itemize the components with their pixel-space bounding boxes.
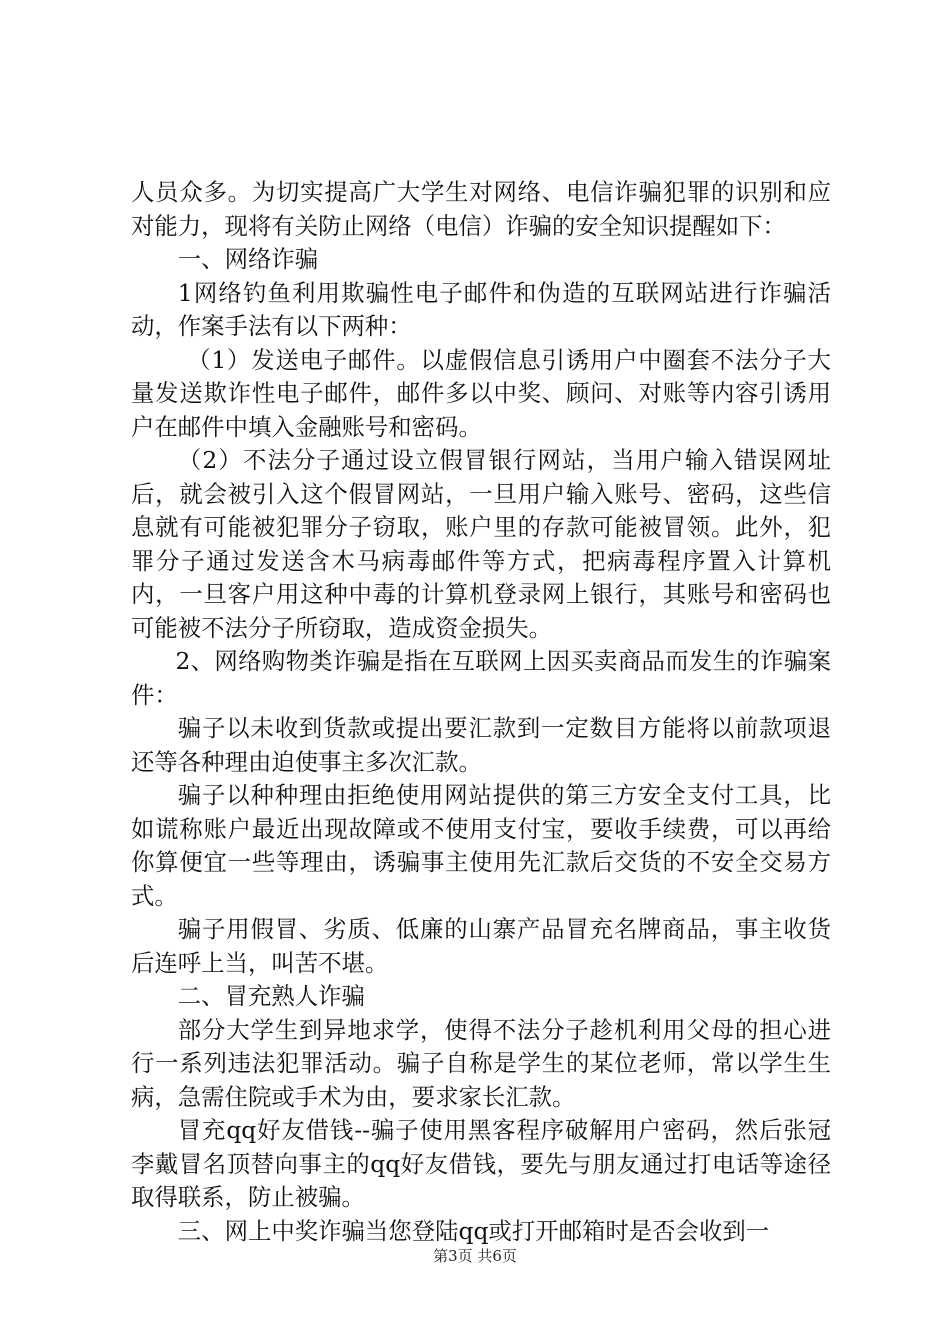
paragraph-prize-fraud: 三、网上中奖诈骗当您登陆qq或打开邮箱时是否会收到一 xyxy=(177,1216,770,1245)
heading-impersonation-fraud: 二、冒充熟人诈骗 xyxy=(177,982,365,1010)
paragraph-phishing-email: （1）发送电子邮件。以虚假信息引诱用户中圈套不法分子大量发送欺诈性电子邮件，邮件多以中奖、顾问、对账等内容引诱用户在邮件中填入金融账号和密码。 xyxy=(131,345,831,441)
paragraph-shopping-fraud: 2、网络购物类诈骗是指在互联网上因买卖商品而发生的诈骗案件： xyxy=(131,647,831,709)
heading-network-fraud: 一、网络诈骗 xyxy=(177,245,319,273)
paragraph-fake-bank-site: （2）不法分子通过设立假冒银行网站，当用户输入错误网址后，就会被引入这个假冒网站，一旦用户输入账号、密码，这些信息就有可能被犯罪分子窃取，账户里的存款可能被冒领。此外，犯罪分子通过发送含木马病毒邮件等方式，把病毒程序置入计算机内，一旦客户用这种中毒的计算机登录网上银行，其账号和密码也可能被不法分子所窃取，造成资金损失。 xyxy=(131,446,831,642)
paragraph-refuse-third-party-payment: 骗子以种种理由拒绝使用网站提供的第三方安全支付工具，比如谎称账户最近出现故障或不使用支付宝，要收手续费，可以再给你算便宜一些等理由，诱骗事主使用先汇款后交货的不安全交易方式。 xyxy=(131,781,831,910)
document-body xyxy=(131,176,831,1248)
paragraph-repeat-remittance: 骗子以未收到货款或提出要汇款到一定数目方能将以前款项退还等各种理由迫使事主多次汇款。 xyxy=(131,714,831,776)
paragraph-counterfeit-goods: 骗子用假冒、劣质、低廉的山寨产品冒充名牌商品，事主收货后连呼上当，叫苦不堪。 xyxy=(131,915,831,977)
page-number: 第3页 共6页 xyxy=(433,1247,517,1265)
paragraph-fake-teacher: 部分大学生到异地求学，使得不法分子趁机利用父母的担心进行一系列违法犯罪活动。骗子自称是学生的某位老师，常以学生生病，急需住院或手术为由，要求家长汇款。 xyxy=(131,1015,831,1111)
paragraph-qq-friend-loan: 冒充qq好友借钱--骗子使用黑客程序破解用户密码，然后张冠李戴冒名顶替向事主的qq好友借钱，要先与朋友通过打电话等途径取得联系，防止被骗。 xyxy=(131,1116,831,1211)
paragraph-intro: 人员众多。为切实提高广大学生对网络、电信诈骗犯罪的识别和应对能力，现将有关防止网络（电信）诈骗的安全知识提醒如下： xyxy=(131,178,831,240)
paragraph-phishing: 1网络钓鱼利用欺骗性电子邮件和伪造的互联网站进行诈骗活动，作案手法有以下两种： xyxy=(131,278,831,340)
